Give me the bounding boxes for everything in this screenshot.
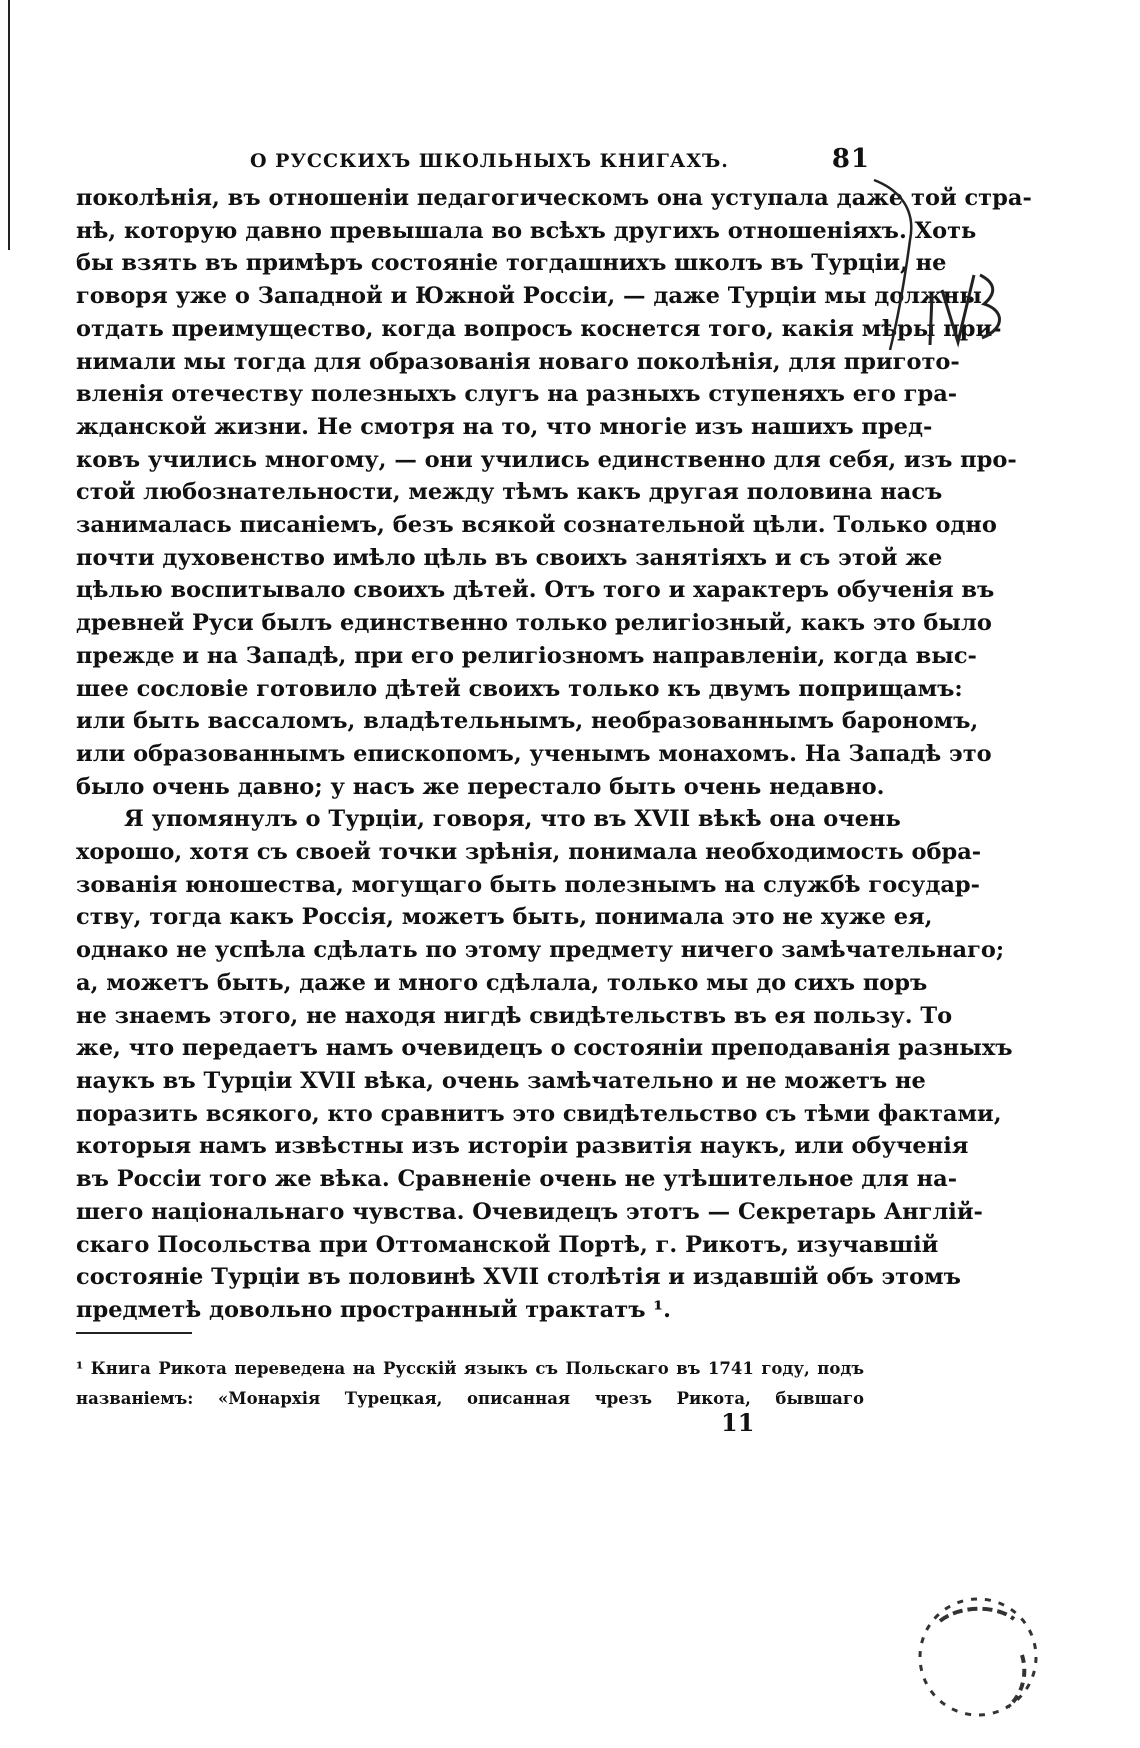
text-line: предметѣ довольно пространный трактатъ ¹. bbox=[76, 1296, 671, 1323]
text-line: же, что передаетъ намъ очевидецъ о состояніи преподаванія разныхъ bbox=[76, 1035, 1013, 1062]
text-line: занималась писаніемъ, безъ всякой сознательной цѣли. Только одно bbox=[76, 512, 997, 539]
text-line: вленія отечеству полезныхъ слугъ на разныхъ ступеняхъ его гра- bbox=[76, 381, 958, 408]
text-line: ству, тогда какъ Россія, можетъ быть, понимала это не хуже ея, bbox=[76, 904, 933, 931]
text-line: наукъ въ Турціи XVII вѣка, очень замѣчательно и не можетъ не bbox=[76, 1067, 926, 1094]
text-line: поколѣнія, въ отношеніи педагогическомъ она уступала даже той стра- bbox=[76, 185, 1032, 211]
footnote-line: названіемъ: «Монархія Турецкая, описанная чрезъ Рикота, бывшаго bbox=[76, 1389, 864, 1408]
text-line: Я упомянулъ о Турціи, говоря, что въ XVII вѣкѣ она очень bbox=[124, 806, 901, 833]
text-line: цѣлью воспитывало своихъ дѣтей. Отъ того и характеръ обученія въ bbox=[76, 577, 995, 604]
text-line: почти духовенство имѣло цѣль въ своихъ занятіяхъ и съ этой же bbox=[76, 544, 943, 571]
footnote-rule bbox=[76, 1332, 192, 1334]
page-edge-line bbox=[8, 0, 10, 250]
text-line: шее сословіе готовило дѣтей своихъ только къ двумъ поприщамъ: bbox=[76, 675, 963, 702]
text-line: бы взять въ примѣръ состояніе тогдашнихъ школъ въ Турціи, не bbox=[76, 250, 947, 277]
text-line: состояніе Турціи въ половинѣ XVII столѣтія и издавшій объ этомъ bbox=[76, 1264, 961, 1291]
paragraph-1 bbox=[76, 182, 1032, 803]
text-line: поразить всякого, кто сравнитъ это свидѣтельство съ тѣми фактами, bbox=[76, 1100, 1002, 1127]
text-line: отдать преимущество, когда вопросъ коснется того, какія мѣры при- bbox=[76, 315, 1002, 342]
text-line: древней Руси былъ единственно только религіозный, какъ это было bbox=[76, 610, 992, 637]
paragraph-2 bbox=[76, 803, 1013, 1326]
text-line: которыя намъ извѣстны изъ исторіи развитія наукъ, или обученія bbox=[76, 1133, 969, 1160]
running-title: О РУССКИХЪ ШКОЛЬНЫХЪ КНИГАХЪ. bbox=[250, 150, 729, 172]
text-line: шего національнаго чувства. Очевидецъ этотъ — Секретарь Англій- bbox=[76, 1198, 983, 1225]
footnote bbox=[76, 1354, 864, 1414]
text-line: или быть вассаломъ, владѣтельнымъ, необразованнымъ барономъ, bbox=[76, 708, 979, 735]
text-line: или образованнымъ епископомъ, ученымъ монахомъ. На Западѣ это bbox=[76, 740, 992, 767]
text-line: однако не успѣла сдѣлать по этому предмету ничего замѣчательнаго; bbox=[76, 937, 1005, 964]
text-line: было очень давно; у насъ же перестало быть очень недавно. bbox=[76, 773, 885, 800]
footnote-line: ¹ Книга Рикота переведена на Русскій языкъ съ Польскаго въ 1741 году, подъ bbox=[76, 1359, 864, 1378]
text-line: скаго Посольства при Оттоманской Портѣ, г. Рикотъ, изучавшій bbox=[76, 1231, 939, 1258]
text-line: стой любознательности, между тѣмъ какъ другая половина насъ bbox=[76, 479, 943, 506]
text-line: въ Россіи того же вѣка. Сравненіе очень не утѣшительное для на- bbox=[76, 1166, 958, 1193]
text-line: зованія юношества, могущаго быть полезнымъ на службѣ государ- bbox=[76, 871, 980, 898]
signature-mark: 11 bbox=[721, 1408, 755, 1437]
text-line: а, можетъ быть, даже и много сдѣлала, только мы до сихъ поръ bbox=[76, 969, 928, 996]
text-line: ковъ учились многому, — они учились единственно для себя, изъ про- bbox=[76, 446, 1017, 473]
library-stamp bbox=[910, 1585, 1060, 1739]
text-line: не знаемъ этого, не находя нигдѣ свидѣтельствъ въ ея пользу. То bbox=[76, 1002, 953, 1029]
text-line: жданской жизни. Не смотря на то, что многіе изъ нашихъ пред- bbox=[76, 413, 933, 440]
running-header bbox=[250, 144, 870, 174]
text-line: нѣ, которую давно превышала во всѣхъ другихъ отношеніяхъ. Хоть bbox=[76, 217, 977, 244]
text-line: нимали мы тогда для образованія новаго поколѣнія, для пригото- bbox=[76, 348, 960, 375]
handwritten-margin-mark bbox=[870, 170, 1020, 364]
page-number: 81 bbox=[831, 144, 870, 174]
body-text bbox=[76, 182, 1032, 1327]
text-line: прежде и на Западѣ, при его религіозномъ направленіи, когда выс- bbox=[76, 642, 977, 669]
text-line: говоря уже о Западной и Южной Россіи, — даже Турціи мы должны bbox=[76, 283, 982, 310]
text-line: хорошо, хотя съ своей точки зрѣнія, понимала необходимость обра- bbox=[76, 839, 982, 866]
